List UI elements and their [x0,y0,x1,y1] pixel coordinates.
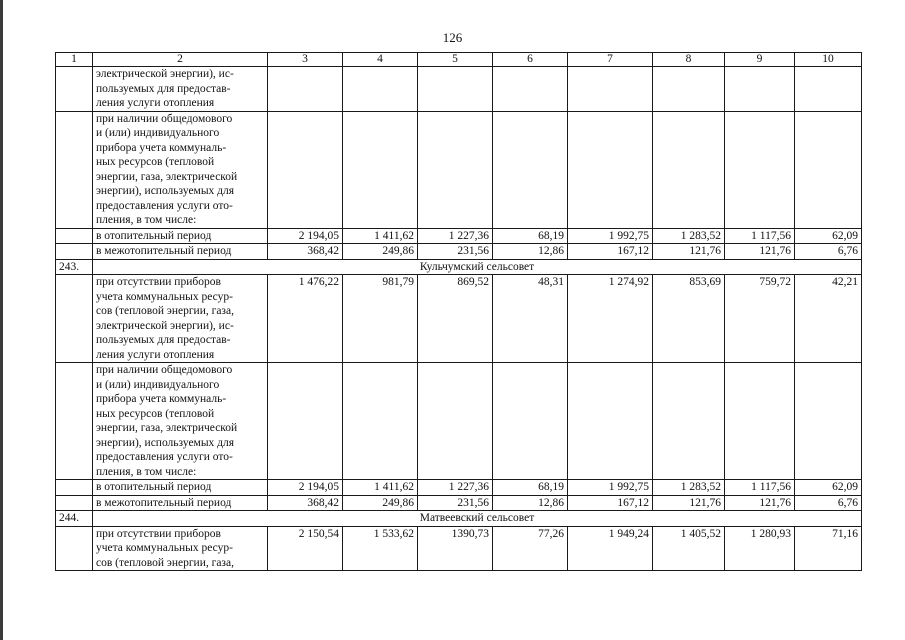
description-line: пления, в том числе: [96,214,197,226]
row-number [56,480,93,496]
value-cell: 121,76 [653,495,725,511]
value-cell: 368,42 [268,495,343,511]
table-row [56,244,862,260]
value-cell [795,67,862,112]
value-cell [418,67,493,112]
description-line: ных ресурсов (тепловой [96,407,215,420]
value-cell: 121,76 [725,495,795,511]
value-cell: 68,19 [493,228,568,244]
description-line: прибора учета коммуналь- [96,393,227,405]
value-cell: 1 533,62 [343,526,418,571]
value-cell [568,67,653,112]
description-line: при отсутствии приборов [96,276,221,288]
description-line: в отопительный период [96,481,212,493]
description-line: пления, в том числе: [96,465,197,478]
row-number [56,363,93,480]
column-header: 9 [725,53,795,67]
value-cell: 167,12 [568,244,653,260]
value-cell [493,111,568,228]
value-cell: 1 283,52 [653,480,725,496]
column-header: 5 [418,53,493,67]
description-line: и (или) индивидуального [96,127,220,139]
value-cell: 249,86 [343,244,418,260]
value-cell: 121,76 [653,244,725,260]
description-line: ления услуги отопления [96,97,215,109]
page-number: 126 [442,30,463,45]
row-number [56,244,93,260]
table-row [56,111,862,228]
value-cell: 2 150,54 [268,526,343,571]
header-row [56,53,862,67]
column-header: 2 [93,53,268,67]
value-cell: 1390,73 [418,526,493,571]
value-cell: 869,52 [418,275,493,363]
section-row [56,511,862,527]
description-line: в отопительный период [96,229,212,242]
row-description [93,244,268,260]
table-row [56,363,862,480]
description-line: и (или) индивидуального [96,378,220,391]
value-cell: 231,56 [418,495,493,511]
description-line: пользуемых для предостав- [96,82,231,95]
value-cell: 68,19 [493,480,568,496]
table-body [56,53,862,571]
row-description [93,526,268,571]
value-cell: 1 227,36 [418,480,493,496]
description-line: сов (тепловой энергии, газа, [96,556,234,569]
description-line: энергии), используемых для [96,185,235,197]
value-cell: 77,26 [493,526,568,571]
tariff-table [55,52,862,571]
value-cell: 2 194,05 [268,480,343,496]
value-cell: 121,76 [725,244,795,260]
value-cell [343,363,418,480]
value-cell: 1 411,62 [343,480,418,496]
row-number [56,111,93,228]
table-row [56,480,862,496]
column-header: 8 [653,53,725,67]
value-cell: 48,31 [493,275,568,363]
description-line: учета коммунальных ресур- [96,542,233,554]
value-cell [268,111,343,228]
value-cell: 759,72 [725,275,795,363]
value-cell [653,67,725,112]
description-line: ных ресурсов (тепловой [96,156,215,168]
table-row [56,495,862,511]
value-cell [725,111,795,228]
description-line: электрической энергии), ис- [96,68,234,80]
value-cell: 62,09 [795,228,862,244]
value-cell: 62,09 [795,480,862,496]
row-description [93,67,268,112]
row-number [56,275,93,363]
row-description [93,228,268,244]
value-cell [568,111,653,228]
value-cell: 42,21 [795,275,862,363]
description-line: в межотопительный период [96,496,232,509]
row-description [93,480,268,496]
column-header: 4 [343,53,418,67]
row-number [56,228,93,244]
value-cell [725,67,795,112]
row-description [93,111,268,228]
value-cell [795,111,862,228]
table-row [56,275,862,363]
column-header: 6 [493,53,568,67]
value-cell: 1 274,92 [568,275,653,363]
value-cell: 1 117,56 [725,480,795,496]
value-cell: 1 117,56 [725,228,795,244]
value-cell: 6,76 [795,244,862,260]
value-cell [568,363,653,480]
value-cell [653,363,725,480]
value-cell [725,363,795,480]
value-cell: 71,16 [795,526,862,571]
value-cell: 1 227,36 [418,228,493,244]
value-cell [493,67,568,112]
value-cell [795,363,862,480]
value-cell: 6,76 [795,495,862,511]
value-cell: 1 411,62 [343,228,418,244]
description-line: предоставления услуги ото- [96,451,233,463]
row-description [93,363,268,480]
column-header: 3 [268,53,343,67]
value-cell: 1 992,75 [568,228,653,244]
description-line: в межотопительный период [96,245,232,257]
row-number [56,526,93,571]
description-line: при наличии общедомового [96,364,233,376]
value-cell [418,363,493,480]
value-cell: 12,86 [493,244,568,260]
column-header: 10 [795,53,862,67]
description-line: предоставления услуги ото- [96,199,233,212]
value-cell: 12,86 [493,495,568,511]
value-cell: 981,79 [343,275,418,363]
row-description [93,275,268,363]
value-cell [268,363,343,480]
row-number: 244. [56,511,93,527]
value-cell: 1 476,22 [268,275,343,363]
table-row [56,67,862,112]
section-title: Кульчумский сельсовет [93,259,862,275]
value-cell: 167,12 [568,495,653,511]
row-description [93,495,268,511]
value-cell: 249,86 [343,495,418,511]
description-line: электрической энергии), ис- [96,319,234,332]
value-cell: 368,42 [268,244,343,260]
row-number [56,67,93,112]
description-line: энергии, газа, электрической [96,170,238,183]
description-line: учета коммунальных ресур- [96,290,233,303]
value-cell: 1 283,52 [653,228,725,244]
table-row [56,526,862,571]
value-cell: 1 949,24 [568,526,653,571]
value-cell [268,67,343,112]
column-header: 7 [568,53,653,67]
value-cell [653,111,725,228]
row-number [56,495,93,511]
section-row [56,259,862,275]
description-line: пользуемых для предостав- [96,334,231,346]
description-line: ления услуги отопления [96,348,215,361]
value-cell: 853,69 [653,275,725,363]
value-cell: 2 194,05 [268,228,343,244]
column-header: 1 [56,53,93,67]
description-line: прибора учета коммуналь- [96,141,227,154]
value-cell: 1 405,52 [653,526,725,571]
value-cell [343,111,418,228]
description-line: при наличии общедомового [96,112,233,125]
table-row [56,228,862,244]
value-cell [418,111,493,228]
section-title: Матвеевский сельсовет [93,511,862,527]
value-cell [493,363,568,480]
value-cell: 1 992,75 [568,480,653,496]
description-line: при отсутствии приборов [96,527,221,540]
value-cell: 231,56 [418,244,493,260]
value-cell: 1 280,93 [725,526,795,571]
row-number: 243. [56,259,93,275]
description-line: энергии), используемых для [96,436,235,449]
description-line: сов (тепловой энергии, газа, [96,305,234,317]
value-cell [343,67,418,112]
scan-edge [0,0,3,640]
description-line: энергии, газа, электрической [96,422,238,434]
